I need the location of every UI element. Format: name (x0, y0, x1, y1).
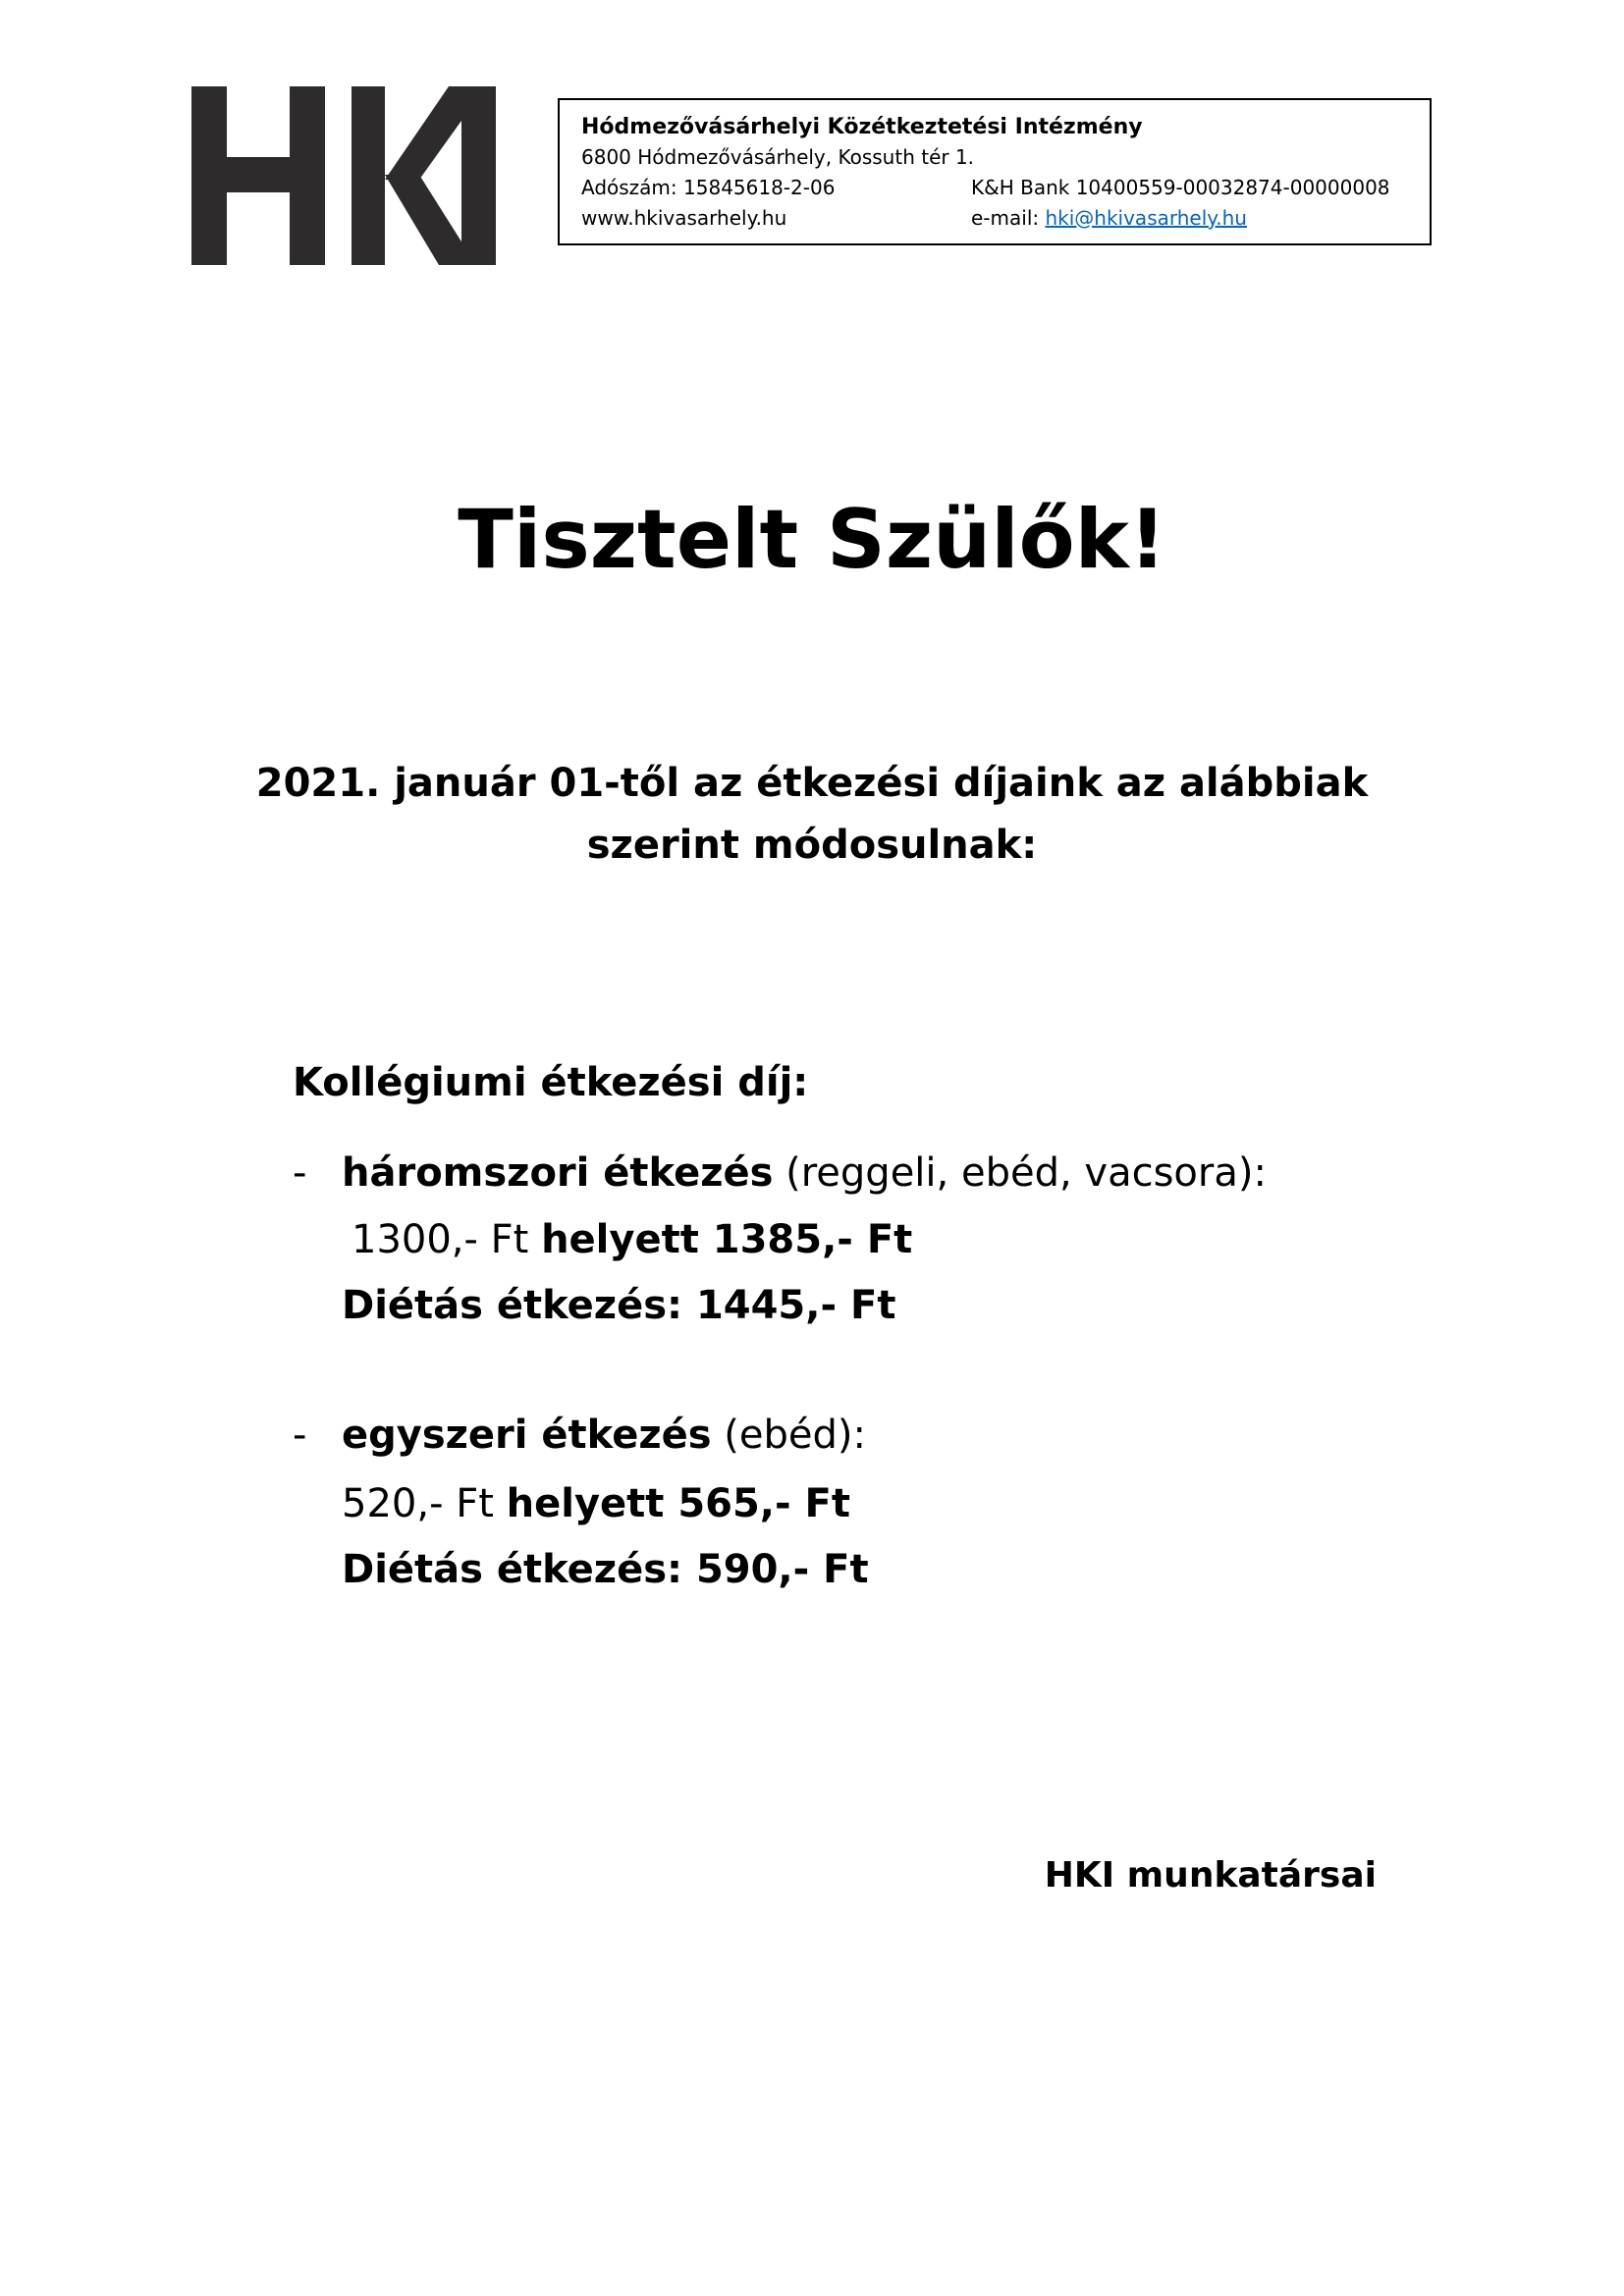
list-bullet: - (293, 1150, 307, 1196)
price-line (342, 1474, 850, 1533)
tax-number: Adószám: 15845618-2-06 (581, 176, 836, 199)
web-email-row (581, 203, 1410, 234)
hki-logo (191, 86, 496, 265)
meal-detail: (ebéd): (711, 1413, 866, 1458)
website: www.hkivasarhely.hu (581, 206, 787, 230)
email-row (971, 203, 1410, 234)
diet-price: Diétás étkezés: 1445,- Ft (342, 1283, 896, 1328)
meal-name: egyszeri étkezés (342, 1413, 712, 1458)
bank-account: K&H Bank 10400559-00032874-00000008 (971, 176, 1390, 199)
price-line (352, 1210, 912, 1269)
institution-name: Hódmezővásárhelyi Közétkeztetési Intézmény (581, 115, 1143, 139)
tax-bank-row (581, 173, 1410, 203)
diet-price: Diétás étkezés: 590,- Ft (342, 1547, 869, 1592)
new-price: helyett 1385,- Ft (541, 1217, 913, 1262)
old-price: 1300,- Ft (352, 1217, 542, 1262)
meal-item-once (342, 1406, 866, 1465)
email-link[interactable]: hki@hkivasarhely.hu (1045, 206, 1247, 230)
signature: HKI munkatársai (1044, 1855, 1377, 1896)
hki-logo-graphic (191, 86, 496, 265)
institution-info-box (558, 98, 1432, 245)
page-title: Tisztelt Szülők! (458, 492, 1166, 587)
email-label: e-mail: (971, 206, 1046, 230)
list-bullet: - (293, 1413, 307, 1458)
institution-address: 6800 Hódmezővásárhely, Kossuth tér 1. (581, 145, 975, 169)
old-price: 520,- Ft (342, 1481, 507, 1526)
section-heading: Kollégiumi étkezési díj: (293, 1060, 809, 1105)
meal-detail: (reggeli, ebéd, vacsora): (773, 1150, 1267, 1196)
new-price: helyett 565,- Ft (506, 1481, 850, 1526)
intro-text: 2021. január 01-től az étkezési díjaink az alábbiak szerint módosulnak: (255, 761, 1369, 868)
meal-name: háromszori étkezés (342, 1150, 774, 1196)
meal-item-three-times (342, 1144, 1267, 1202)
